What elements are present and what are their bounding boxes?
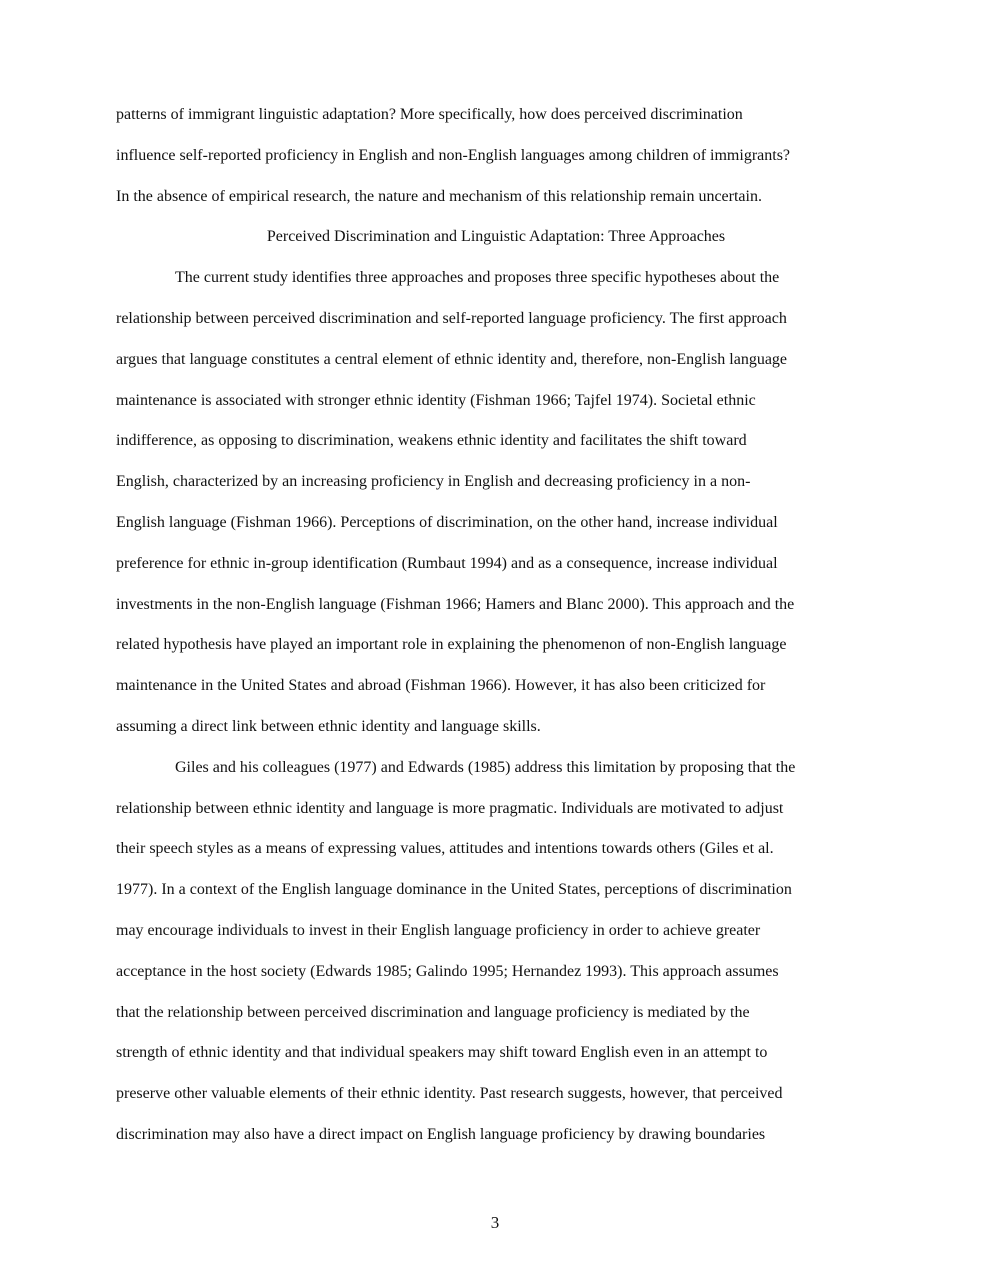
text-line: acceptance in the host society (Edwards 1985; Galindo 1995; Hernandez 1993). This approach assumes [116,962,779,980]
paragraph-first-line: The current study identifies three approaches and proposes three specific hypotheses about the [175,269,780,287]
text-line: indifference, as opposing to discrimination, weakens ethnic identity and facilitates the shift toward [116,432,747,450]
text-line: influence self-reported proficiency in English and non-English languages among children of immigrants? [116,146,791,164]
text-line: English language (Fishman 1966). Perceptions of discrimination, on the other hand, increase individual [116,513,778,531]
section-heading: Perceived Discrimination and Linguistic Adaptation: Three Approaches [266,228,726,246]
text-line: relationship between ethnic identity and language is more pragmatic. Individuals are motivated to adjust [116,799,784,817]
text-line: investments in the non-English language (Fishman 1966; Hamers and Blanc 2000). This approach and the [116,595,795,613]
text-line: may encourage individuals to invest in their English language proficiency in order to achieve greater [116,921,761,939]
text-line: In the absence of empirical research, the nature and mechanism of this relationship remain uncertain. [116,187,762,205]
text-line: patterns of immigrant linguistic adaptation? More specifically, how does perceived discrimination [116,106,743,123]
text-line: relationship between perceived discrimination and self-reported language proficiency. The first approach [116,309,787,327]
text-line: maintenance is associated with stronger ethnic identity (Fishman 1966; Tajfel 1974). Societal ethnic [116,391,756,409]
text-line: preserve other valuable elements of their ethnic identity. Past research suggests, however, that perceived [116,1085,783,1103]
text-line: assuming a direct link between ethnic identity and language skills. [116,717,541,735]
page-number: 3 [490,1213,500,1232]
text-line: related hypothesis have played an important role in explaining the phenomenon of non-English language [116,636,787,654]
text-line: 1977). In a context of the English language dominance in the United States, perceptions of discrimination [116,881,792,899]
paragraph-first-line: Giles and his colleagues (1977) and Edwards (1985) address this limitation by proposing that the [175,758,796,776]
text-line: English, characterized by an increasing proficiency in English and decreasing proficiency in a non- [116,473,751,491]
text-line: that the relationship between perceived discrimination and language proficiency is mediated by the [116,1003,750,1021]
text-line: preference for ethnic in-group identification (Rumbaut 1994) and as a consequence, increase individual [116,554,778,572]
body-text [116,102,876,1163]
text-line: their speech styles as a means of expressing values, attitudes and intentions towards others (Giles et al. [116,840,774,858]
text-line: discrimination may also have a direct impact on English language proficiency by drawing boundaries [116,1125,766,1143]
text-line: argues that language constitutes a central element of ethnic identity and, therefore, non-English language [116,350,788,368]
text-line: strength of ethnic identity and that individual speakers may shift toward English even in an attempt to [116,1044,768,1062]
text-line: maintenance in the United States and abroad (Fishman 1966). However, it has also been criticized for [116,677,766,695]
